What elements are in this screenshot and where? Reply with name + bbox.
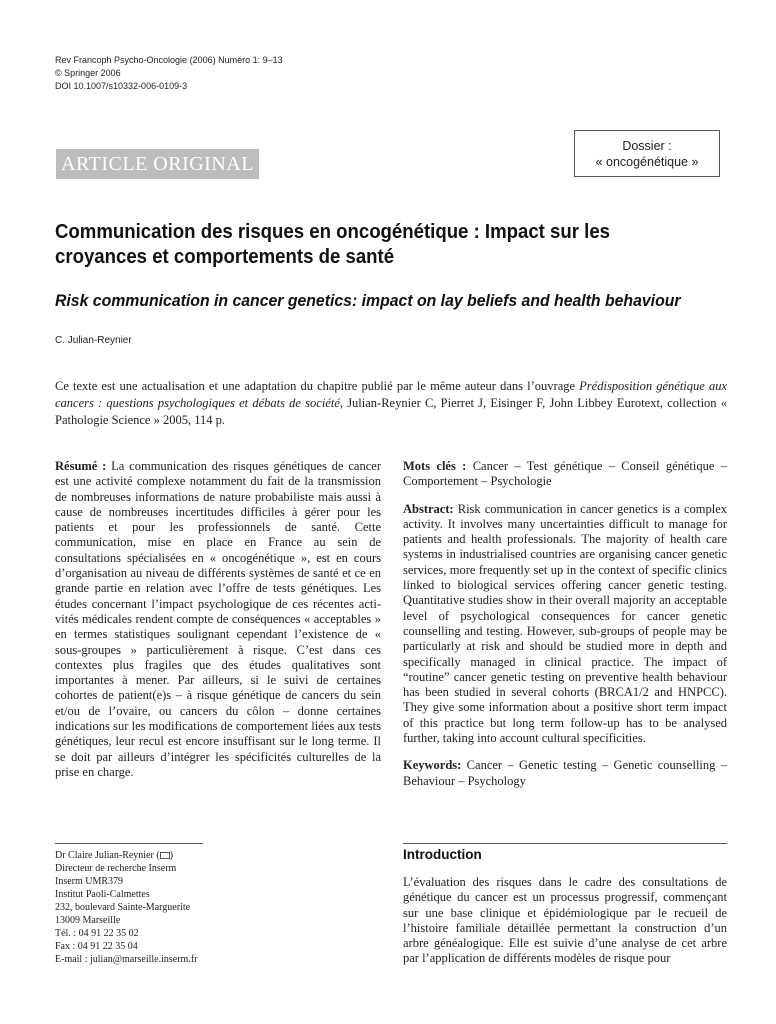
- author-full-name: Dr Claire Julian-Reynier (: [55, 850, 160, 861]
- phone: Tél. : 04 91 22 35 02: [55, 928, 139, 939]
- abstract-column: [403, 459, 727, 801]
- affiliation-line: 232, boulevard Sainte-Marguerite: [55, 902, 191, 913]
- mots-cles: [403, 459, 727, 490]
- mots-cles-label: Mots clés :: [403, 459, 467, 473]
- journal-metadata: [55, 54, 283, 93]
- keywords-label: Keywords:: [403, 758, 462, 773]
- author: C. Julian-Reynier: [55, 335, 132, 346]
- author-name-line: [55, 849, 198, 862]
- introduction-heading: Introduction: [403, 847, 482, 862]
- envelope-icon: [160, 852, 170, 859]
- dossier-topic: « oncogénétique »: [595, 154, 699, 169]
- affiliation-line: 13009 Marseille: [55, 915, 121, 926]
- abstract-label: Abstract:: [403, 501, 454, 516]
- abstract: [403, 502, 727, 747]
- resume-column: [55, 459, 381, 792]
- fax: Fax : 04 91 22 35 04: [55, 941, 138, 952]
- source-note: [55, 378, 727, 429]
- footnote-divider: [55, 843, 203, 844]
- article-type-badge: ARTICLE ORIGINAL: [56, 149, 259, 179]
- dossier-box: [574, 130, 720, 177]
- journal-citation: Rev Francoph Psycho-Oncologie (2006) Numéro 1: 9–13: [55, 55, 283, 65]
- note-prefix: Ce texte est une actualisation et une adaptation du chapitre publié par le même auteur dans l’ouvrage: [55, 379, 580, 393]
- introduction-divider: [403, 843, 727, 844]
- resume: [55, 459, 381, 780]
- introduction-text: L’évaluation des risques dans le cadre des consultations de génétique du cancer est un processus progressif, commençant sur une base clinique et épidémiologique par le recueil de l’histoire familiale détaillée permettant la construction d’un arbre généalogique. Elle est suivie d’une analyse de cet arbre par l’application de différents modèles de risque pour: [403, 875, 727, 966]
- note-book-title: Prédisposition génétique aux cancers : questions psychologiques et débats de société: [55, 379, 727, 410]
- note-suffix: , Julian-Reynier C, Pierret J, Eisinger F, John Libbey Eurotext, collection « Pathologie Science » 2005, 114 p.: [55, 396, 727, 427]
- resume-text: La communication des risques génétiques de cancer est une activité complexe notamment du fait de la transmission de nombreuses informations de nature probabiliste mais aussi à cause de nombreuses incertitudes difficiles à gérer pour les patients et pour les professionnels de santé. Cette communication, mise en place en France au sein de consultations spécialisées en « oncogénétique », est en cours d’organisation au niveau de différents systèmes de santé et ce en grande partie en relation avec l’offre de tests génétiques. Les études concernant l’impact psychologique de ces récentes activités médicales rendent compte de conséquences « acceptables » en termes statistiques soulignant cependant l’existence de « sous-groupes » particulièrement à risque. C’est dans ces contextes plus fragiles que des études qualitatives sont importantes à mener. Par ailleurs, si le suivi de certaines cohortes de patient(e)s – à risque génétique de cancers du sein et/ou de l’ovaire, ou cancers du côlon – donne certaines indications sur les modifications de comportement liées aux tests génétiques, leur recul est encore insuffisant sur le long terme. Il se doit par ailleurs d’intégrer les spécificités culturelles de la prise en charge.: [55, 459, 381, 779]
- mots-cles-text: Cancer – Test génétique – Conseil génétique – Comportement – Psychologie: [403, 459, 728, 489]
- abstract-text: Risk communication in cancer genetics is a complex activity. It involves many uncertainties difficult to manage for patients and health professionals. The majority of health care systems in industrialised countries are organising cancer genetic services, more frequently set up in the context of specific clinics linked to biological services offering cancer genetic testing. Quantitative studies show in their overall majority an acceptable level of psychological consequences for cancer genetic counselling and testing. However, sub-groups of people may be particularly at risk and should be studied more in depth and specifically managed in clinical practice. The impact of “routine” cancer genetic testing on preventive health behaviour has been studied in several cohorts (BRCA1/2 and HNPCC). They give some information about a positive short term impact of this practice but long term follow-up has to be analysed further, taking into account cultural specificities.: [403, 501, 727, 746]
- copyright: © Springer 2006: [55, 68, 121, 78]
- title-english: Risk communication in cancer genetics: impact on lay beliefs and health behaviour: [55, 291, 681, 310]
- resume-label: Résumé :: [55, 459, 107, 473]
- affiliation-line: Directeur de recherche Inserm: [55, 863, 177, 874]
- title-french: Communication des risques en oncogénétique : Impact sur les croyances et comportements de santé: [55, 221, 611, 268]
- author-name-close: ): [169, 850, 174, 861]
- keywords-text: Cancer – Genetic testing – Genetic counselling – Behaviour – Psychology: [403, 758, 727, 788]
- dossier-label: Dossier :: [622, 138, 672, 153]
- keywords: [403, 758, 727, 789]
- email[interactable]: E-mail : julian@marseille.inserm.fr: [55, 954, 198, 965]
- doi: DOI 10.1007/s10332-006-0109-3: [55, 81, 188, 91]
- affiliation-line: Institut Paoli-Calmettes: [55, 889, 150, 900]
- author-affiliation: [55, 849, 198, 966]
- affiliation-line: Inserm UMR379: [55, 876, 124, 887]
